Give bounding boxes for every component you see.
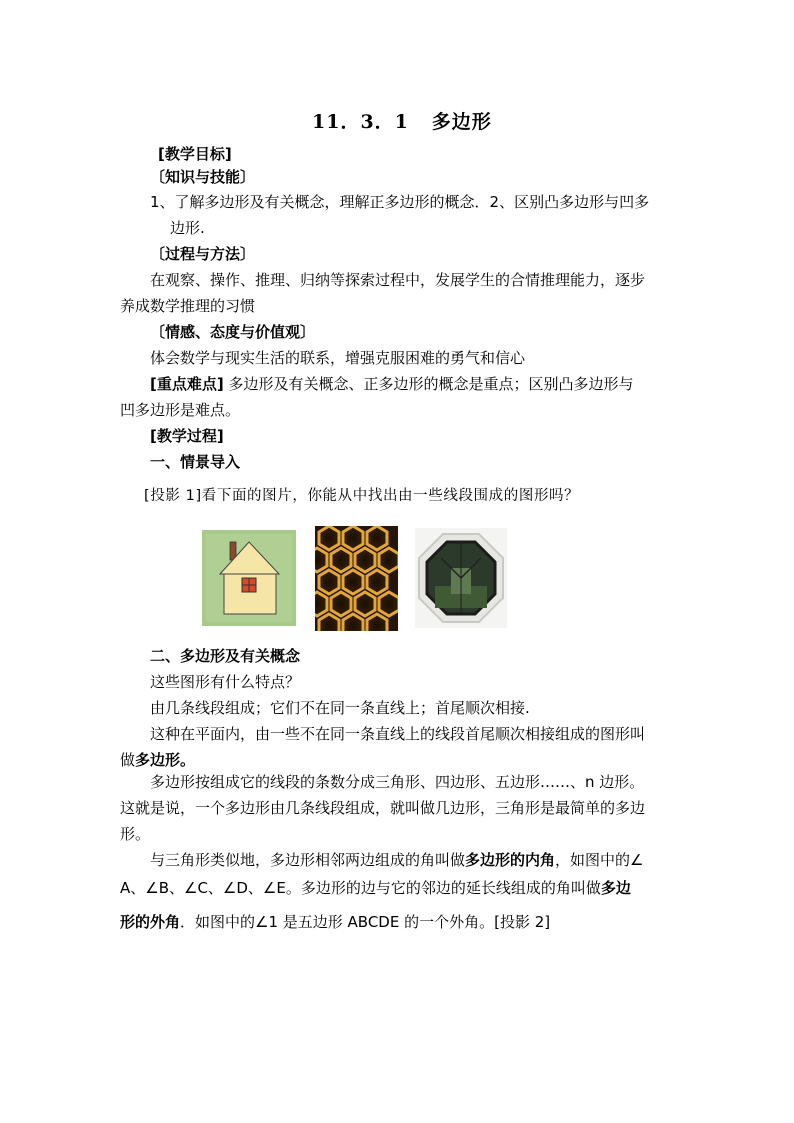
key-points-line-2: 凹多边形是难点。 (120, 401, 241, 419)
exterior-angle-term-part1: 多边 (600, 879, 631, 897)
definition-prefix: 做 (120, 751, 136, 769)
objectives-heading: [教学目标] (158, 145, 232, 163)
key-points-line-1 (150, 374, 634, 394)
angle-line-3-text: ．如图中的∠1 是五边形 ABCDE 的一个外角。[投影 2] (180, 913, 551, 931)
definition-line-2 (120, 750, 195, 770)
definition-term: 多边形。 (135, 751, 196, 769)
angle-line-3 (120, 912, 550, 932)
classification-line-1: 多边形按组成它的线段的条数分成三角形、四边形、五边形……、n 边形。 (150, 773, 645, 791)
emotion-heading: 〔情感、态度与价值观〕 (150, 323, 316, 341)
answer-1: 由几条线段组成；它们不在同一条直线上；首尾顺次相接. (150, 699, 530, 717)
classification-line-2: 这就是说，一个多边形由几条线段组成，就叫做几边形，三角形是最简单的多边 (120, 799, 646, 817)
honeycomb-picture (315, 526, 398, 631)
angle-line-2 (120, 878, 631, 898)
question-1: 这些图形有什么特点？ (150, 673, 301, 691)
knowledge-heading: 〔知识与技能〕 (150, 168, 256, 186)
process-text-1: 在观察、操作、推理、归纳等探索过程中，发展学生的合情推理能力，逐步 (150, 271, 646, 289)
projection-1-prompt: [投影 1]看下面的图片，你能从中找出由一些线段围成的图形吗？ (144, 488, 580, 504)
octagon-window-picture (415, 528, 507, 628)
house-drawing (202, 530, 296, 626)
key-points-text: 多边形及有关概念、正多边形的概念是重点；区别凸多边形与 (223, 375, 634, 393)
honeycomb-drawing (315, 526, 398, 631)
knowledge-text-2: 边形. (170, 219, 205, 237)
angle-line-1-suffix: ，如图中的∠ (555, 851, 644, 869)
process-heading: 〔过程与方法〕 (150, 245, 256, 263)
teaching-process-heading: [教学过程] (150, 427, 224, 445)
definition-line-1: 这种在平面内，由一些不在同一条直线上的线段首尾顺次相接组成的图形叫 (150, 725, 646, 743)
emotion-text: 体会数学与现实生活的联系，增强克服困难的勇气和信心 (150, 349, 526, 367)
process-text-2: 养成数学推理的习惯 (120, 297, 256, 315)
knowledge-text-1: 1、了解多边形及有关概念，理解正多边形的概念．2、区别凸多边形与凹多 (150, 193, 650, 211)
angle-line-1 (150, 850, 643, 870)
house-picture (202, 530, 296, 626)
section-2-heading: 二、多边形及有关概念 (150, 647, 301, 665)
octagon-window-drawing (415, 528, 507, 628)
exterior-angle-term-part2: 形的外角 (120, 913, 181, 931)
angle-line-1-prefix: 与三角形类似地，多边形相邻两边组成的角叫做 (150, 851, 466, 869)
section-1-heading: 一、情景导入 (150, 453, 241, 471)
angle-line-2-text: A、∠B、∠C、∠D、∠E。多边形的边与它的邻边的延长线组成的角叫做 (120, 879, 601, 897)
classification-line-3: 形。 (120, 825, 151, 843)
key-points-label: [重点难点] (150, 375, 224, 393)
interior-angle-term: 多边形的内角 (465, 851, 556, 869)
page-title: 11．3．1 多边形 (312, 111, 492, 133)
